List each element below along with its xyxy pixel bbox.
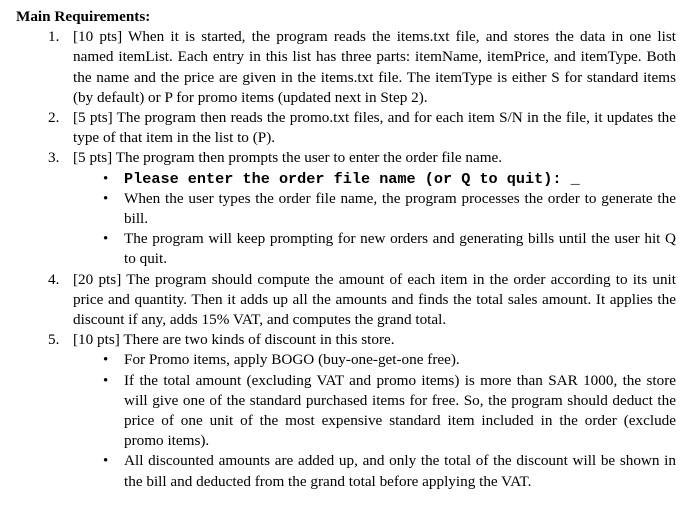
sub-item xyxy=(73,350,676,370)
requirement-sublist xyxy=(73,169,676,270)
requirement-item-4 xyxy=(16,270,676,331)
sub-item-prompt xyxy=(73,169,676,189)
bullet-icon: • xyxy=(103,190,109,207)
prompt-text: Please enter the order file name (or Q to quit): _ xyxy=(124,169,580,188)
requirement-item-5 xyxy=(16,330,676,492)
requirement-number: 1. xyxy=(48,28,60,46)
bullet-icon: • xyxy=(103,453,109,470)
bullet-icon: • xyxy=(103,372,109,389)
requirement-text: [5 pts] The program then reads the promo.txt files, and for each item S/N in the file, it updates the type of that item in the list to (P). xyxy=(73,109,676,147)
requirement-text: [10 pts] When it is started, the program reads the items.txt file, and stores the data in one list named itemList. Each entry in this list has three parts: itemName, itemPrice, and itemType. Both the name and the price are given in the items.txt file. The itemType is either S for standard items (by default) or P for promo items (updated next in Step 2). xyxy=(73,28,676,106)
sub-item-text: The program will keep prompting for new orders and generating bills until the user hit Q to quit. xyxy=(124,230,676,268)
sub-item xyxy=(73,451,676,491)
requirement-item-1 xyxy=(16,27,676,108)
bullet-icon: • xyxy=(103,231,109,248)
sub-item xyxy=(73,189,676,229)
bullet-icon: • xyxy=(103,352,109,369)
sub-item xyxy=(73,371,676,452)
section-heading: Main Requirements: xyxy=(16,8,151,25)
requirement-number: 3. xyxy=(48,149,60,167)
requirements-list xyxy=(16,27,676,492)
sub-item-text: When the user types the order file name, the program processes the order to generate the bill. xyxy=(124,189,676,228)
sub-item xyxy=(73,229,676,269)
requirement-number: 2. xyxy=(48,109,60,127)
requirement-text: [5 pts] The program then prompts the user to enter the order file name. xyxy=(73,149,503,167)
requirement-number: 4. xyxy=(48,270,60,288)
sub-item-text: All discounted amounts are added up, and only the total of the discount will be shown in the bill and deducted from the grand total before applying the VAT. xyxy=(124,452,676,490)
requirement-text: [10 pts] There are two kinds of discount in this store. xyxy=(73,331,395,349)
sub-item-text: For Promo items, apply BOGO (buy-one-get-one free). xyxy=(124,351,460,369)
requirement-item-3 xyxy=(16,148,676,269)
requirement-number: 5. xyxy=(48,331,60,349)
bullet-icon: • xyxy=(103,170,109,187)
requirement-sublist xyxy=(73,350,676,491)
sub-item-text: If the total amount (excluding VAT and promo items) is more than SAR 1000, the store will give one of the standard purchased items for free. So, the program should deduct the price of one unit of the most expensive standard item included in the order (exclude promo items). xyxy=(124,371,676,450)
requirement-text: [20 pts] The program should compute the amount of each item in the order according to its unit price and quantity. Then it adds up all the amounts and finds the total sales amount. It applies the discount if any, adds 15% VAT, and computes the grand total. xyxy=(73,270,676,329)
requirement-item-2 xyxy=(16,108,676,148)
